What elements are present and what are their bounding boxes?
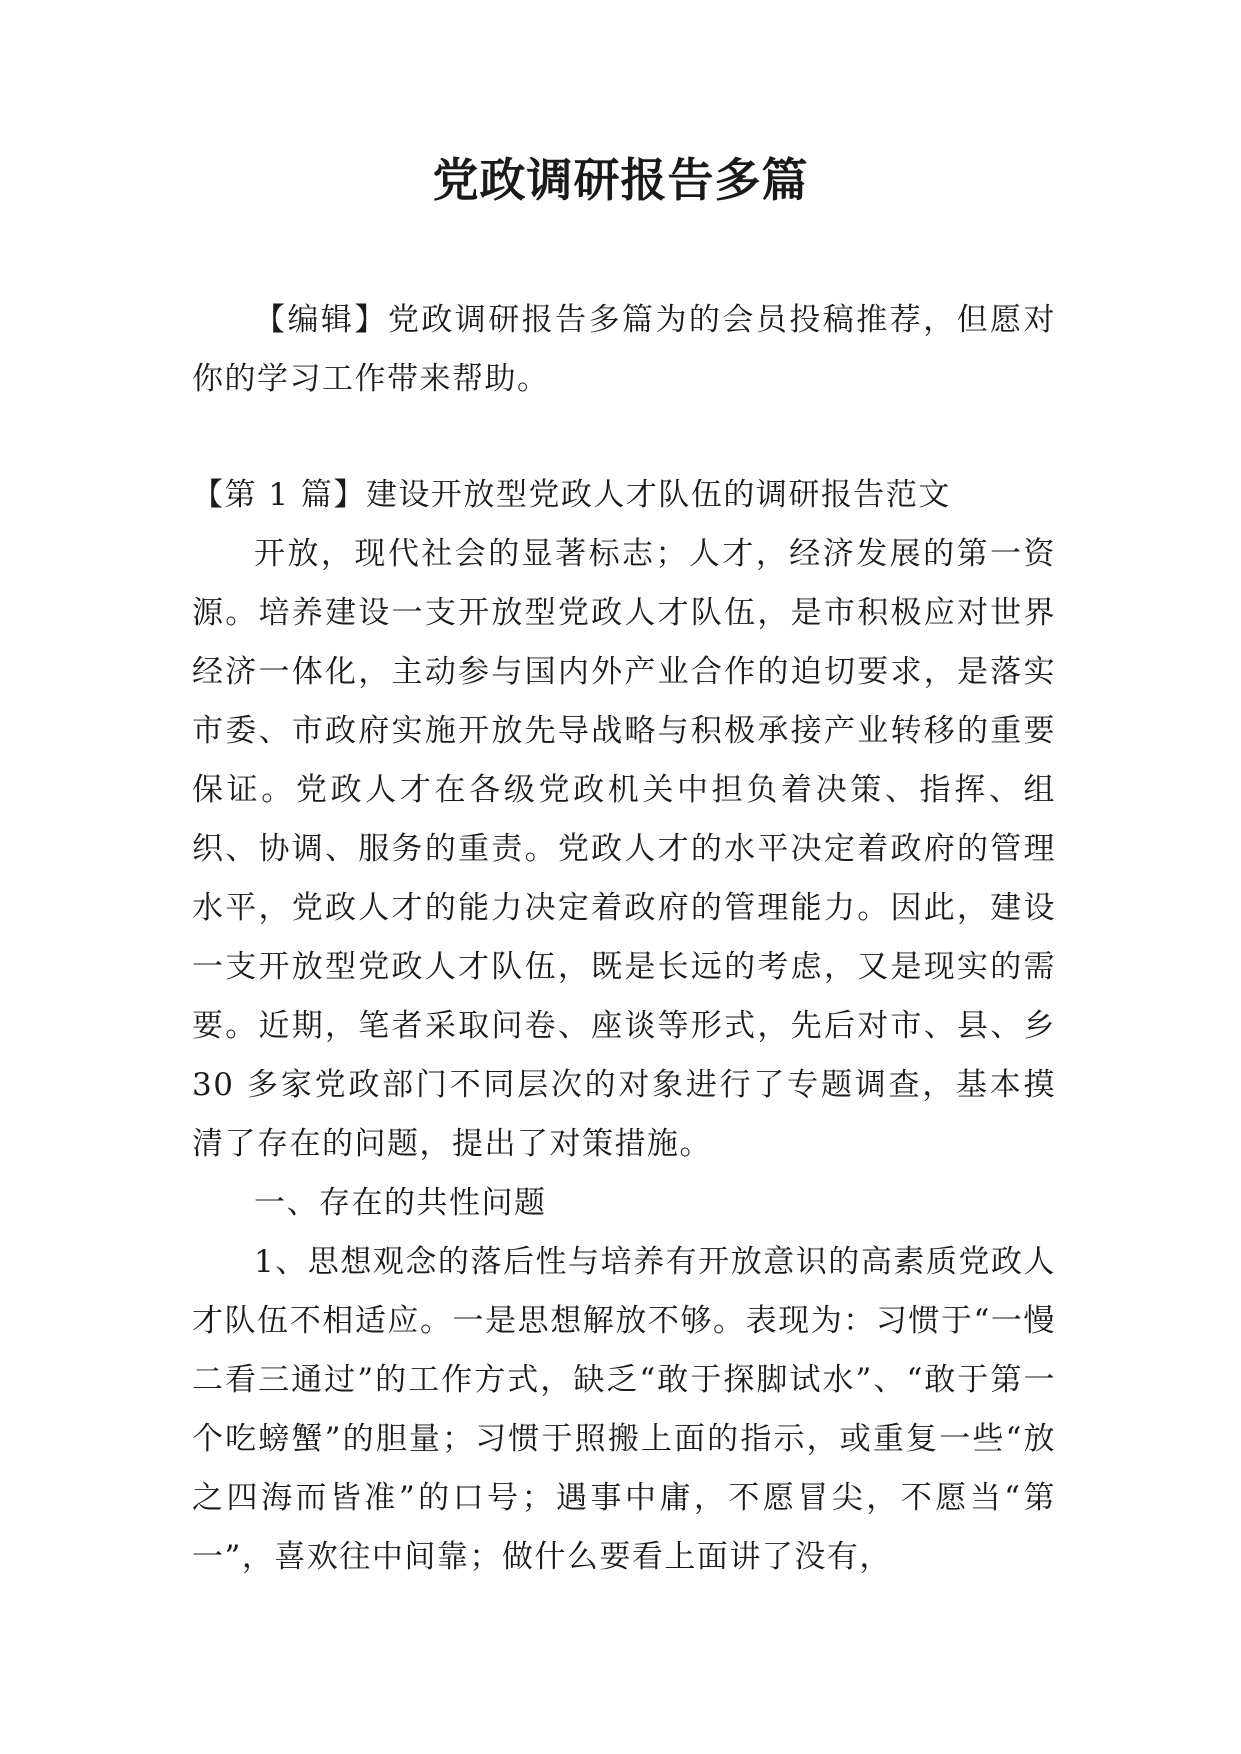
editor-note: 【编辑】党政调研报告多篇为的会员投稿推荐，但愿对你的学习工作带来帮助。 xyxy=(192,302,1056,397)
article-body xyxy=(192,525,1056,1587)
article-heading-block xyxy=(192,466,1056,525)
editor-note-block xyxy=(192,291,1056,409)
section-heading-common-issues: 一、存在的共性问题 xyxy=(254,1185,547,1221)
document-title: 党政调研报告多篇 xyxy=(432,153,809,207)
article-heading: 【第 1 篇】建设开放型党政人才队伍的调研报告范文 xyxy=(192,477,951,513)
body-paragraph-point-1: 1、思想观念的落后性与培养有开放意识的高素质党政人才队伍不相适应。一是思想解放不够。表现为：习惯于“一慢二看三通过”的工作方式，缺乏“敢于探脚试水”、“敢于第一个吃螃蟹”的胆量；习惯于照搬上面的指示，或重复一些“放之四海而皆准”的口号；遇事中庸，不愿冒尖，不愿当“第一”，喜欢往中间靠；做什么要看上面讲了没有， xyxy=(192,1244,1056,1575)
body-paragraph-intro: 开放，现代社会的显著标志；人才，经济发展的第一资源。培养建设一支开放型党政人才队伍，是市积极应对世界经济一体化，主动参与国内外产业合作的迫切要求，是落实市委、市政府实施开放先导战略与积极承接产业转移的重要保证。党政人才在各级党政机关中担负着决策、指挥、组织、协调、服务的重责。党政人才的水平决定着政府的管理水平，党政人才的能力决定着政府的管理能力。因此，建设一支开放型党政人才队伍，既是长远的考虑，又是现实的需要。近期，笔者采取问卷、座谈等形式，先后对市、县、乡 30 多家党政部门不同层次的对象进行了专题调查，基本摸清了存在的问题，提出了对策措施。 xyxy=(192,536,1056,1162)
